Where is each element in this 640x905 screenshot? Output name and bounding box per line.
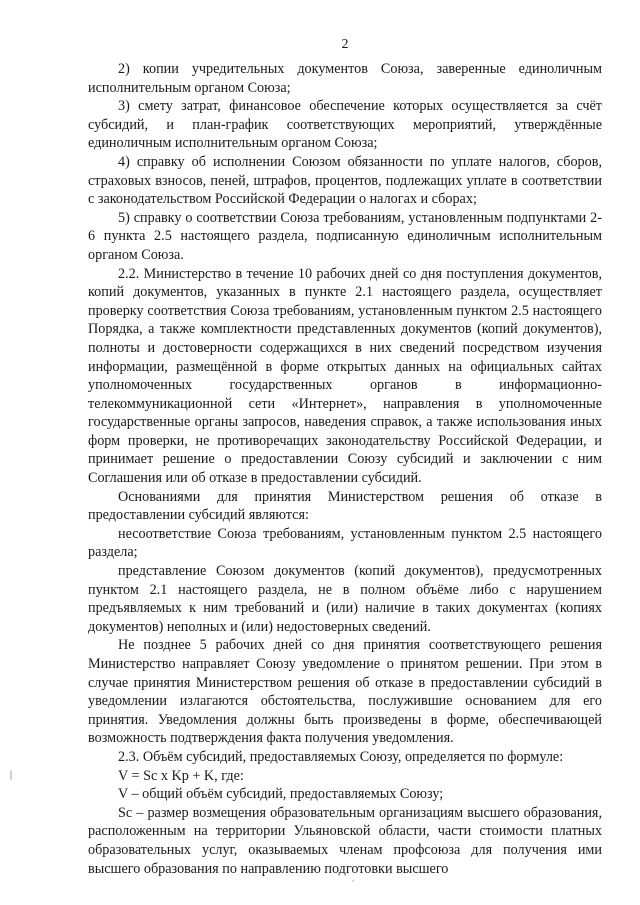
scan-speck: [10, 770, 12, 780]
paragraph-item-2: 2) копии учредительных документов Союза, заверенные единоличным исполнительным органом Союза;: [88, 61, 602, 96]
paragraph-notification: Не позднее 5 рабочих дней со дня принятия соответствующего решения Министерство направляет Союзу уведомление о принятом решении. При этом в случае принятия Министерством решения об отказе в предоставлении субсидий в уведомлении излагаются обстоятельства, послужившие основанием для его принятия. Уведомления должны быть произведены в форме, обеспечивающей возможность подтверждения факта получения уведомления.: [88, 637, 602, 747]
formula-line: V = Sc x Kp + K, где:: [118, 767, 244, 784]
paragraph-2-2: 2.2. Министерство в течение 10 рабочих дней со дня поступления документов, копий документов, указанных в пункте 2.1 настоящего раздела, осуществляет проверку соответствия Союза требованиям, установленным пунктом 2.5 настоящего Порядка, а также комплектности представленных документов (копий документов), полноты и достоверности содержащихся в них сведений посредством изучения информации, размещённой в форме открытых данных на официальных сайтах уполномоченных государственных органов в информационно-телекоммуникационной сети «Интернет», направления в уполномоченные государственные органы запросов, наведения справок, а также использования иных форм проверки, не противоречащих законодательству Российской Федерации, и принимает решение о предоставлении Союзу субсидий и заключении с ним Соглашения или об отказе в предоставлении субсидий.: [88, 265, 602, 487]
paragraph-refusal-grounds: Основаниями для принятия Министерством решения об отказе в предоставлении субсидий являются:: [88, 488, 602, 524]
formula-sc-definition: Sc – размер возмещения образовательным организациям высшего образования, расположенным на территории Ульяновской области, части стоимости платных образовательных услуг, оказываемых членам профсоюза для получения ими высшего образования по направлению подготовки высшего: [88, 804, 602, 877]
paragraph-2-3: 2.3. Объём субсидий, предоставляемых Союзу, определяется по формуле:: [118, 748, 564, 765]
paragraph-item-4: 4) справку об исполнении Союзом обязанности по уплате налогов, сборов, страховых взносов, пеней, штрафов, процентов, подлежащих уплате в соответствии с законодательством Российской Федерации о налогах и сборах;: [88, 153, 602, 208]
paragraph-ground-2: представление Союзом документов (копий документов), предусмотренных пунктом 2.1 настоящего раздела, не в полном объёме либо с нарушением предъявляемых к ним требований и (или) наличие в таких документах (копиях документов) неполных и (или) недостоверных сведений.: [88, 563, 602, 635]
paragraph-item-3: 3) смету затрат, финансовое обеспечение которых осуществляется за счёт субсидий, и план-график соответствующих мероприятий, утверждённые единоличным исполнительным органом Союза;: [88, 98, 602, 152]
formula-v-definition: V – общий объём субсидий, предоставляемых Союзу;: [118, 786, 444, 803]
paragraph-item-5: 5) справку о соответствии Союза требованиям, установленным подпунктами 2-6 пункта 2.5 настоящего раздела, подписанную единоличным исполнительным органом Союза.: [88, 209, 602, 263]
paragraph-ground-1: несоответствие Союза требованиям, установленным пунктом 2.5 настоящего раздела;: [88, 525, 602, 561]
document-body: [88, 60, 602, 878]
page-number: 2: [341, 37, 349, 52]
scan-speck: [352, 880, 354, 882]
